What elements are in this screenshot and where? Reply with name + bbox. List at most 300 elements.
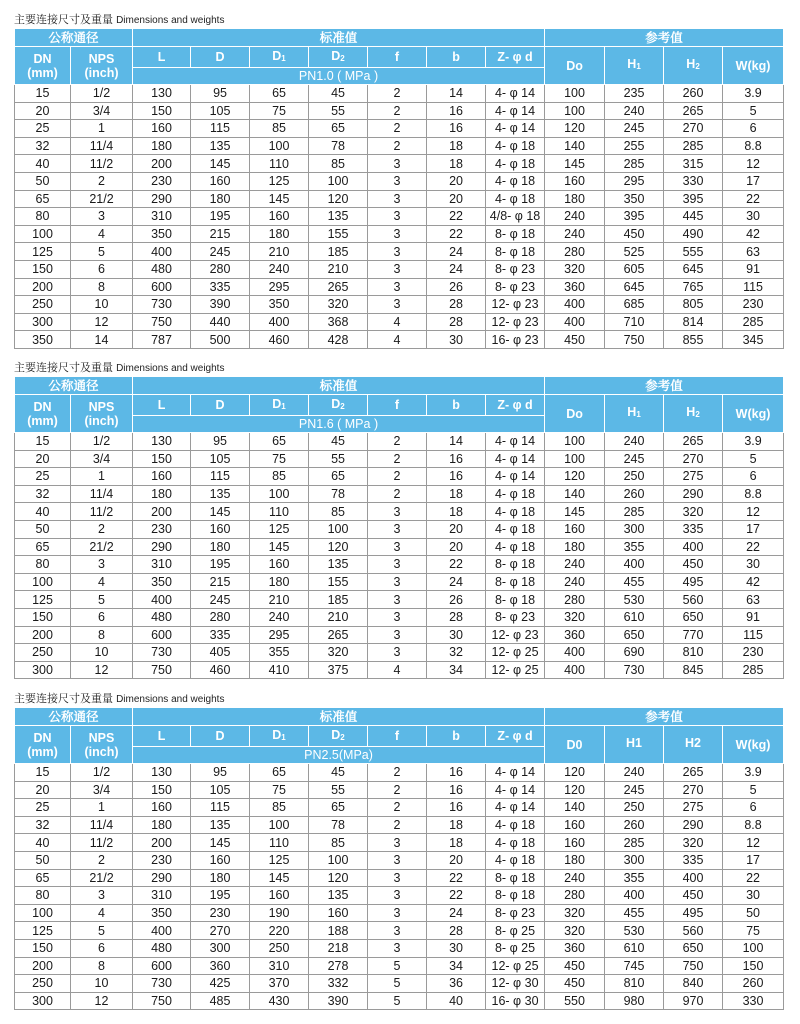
table-row bbox=[15, 556, 784, 574]
table-cell: 450 bbox=[545, 975, 605, 993]
table-cell: 787 bbox=[133, 331, 191, 349]
header-d2-subscript: 2 bbox=[340, 732, 345, 742]
table-cell: 5 bbox=[723, 781, 784, 799]
table-cell: 265 bbox=[664, 102, 723, 120]
header-reference-values: 参考值 bbox=[545, 29, 784, 47]
table-cell: 150 bbox=[723, 957, 784, 975]
table-cell: 8- φ 23 bbox=[486, 608, 545, 626]
table-cell: 400 bbox=[545, 296, 605, 314]
table-cell: 18 bbox=[427, 816, 486, 834]
table-cell: 840 bbox=[664, 975, 723, 993]
table-cell: 32 bbox=[15, 137, 71, 155]
table-row bbox=[15, 85, 784, 103]
table-cell: 30 bbox=[427, 626, 486, 644]
table-cell: 26 bbox=[427, 591, 486, 609]
table-cell: 100 bbox=[545, 85, 605, 103]
table-cell: 78 bbox=[309, 816, 368, 834]
table-cell: 360 bbox=[545, 939, 605, 957]
table-cell: 32 bbox=[15, 485, 71, 503]
table-row bbox=[15, 538, 784, 556]
table-cell: 180 bbox=[545, 538, 605, 556]
table-cell: 530 bbox=[605, 922, 664, 940]
header-f: f bbox=[368, 47, 427, 68]
table-cell: 2 bbox=[368, 120, 427, 138]
table-cell: 300 bbox=[15, 313, 71, 331]
table-cell: 150 bbox=[15, 608, 71, 626]
header-do: D0 bbox=[545, 726, 605, 764]
table-cell: 185 bbox=[309, 591, 368, 609]
table-cell: 160 bbox=[133, 468, 191, 486]
table-cell: 6 bbox=[71, 939, 133, 957]
table-cell: 230 bbox=[191, 904, 250, 922]
table-cell: 1 bbox=[71, 799, 133, 817]
table-cell: 18 bbox=[427, 155, 486, 173]
header-nps-label: NPS bbox=[88, 51, 115, 66]
table-cell: 3 bbox=[71, 887, 133, 905]
table-cell: 12 bbox=[723, 503, 784, 521]
table-cell: 5 bbox=[71, 243, 133, 261]
header-weight: W(kg) bbox=[723, 726, 784, 764]
table-cell: 42 bbox=[723, 225, 784, 243]
table-cell: 4- φ 14 bbox=[486, 102, 545, 120]
table-cell: 65 bbox=[309, 120, 368, 138]
table-row bbox=[15, 887, 784, 905]
table-cell: 400 bbox=[545, 644, 605, 662]
table-row bbox=[15, 433, 784, 451]
table-cell: 480 bbox=[133, 939, 191, 957]
table-cell: 4- φ 14 bbox=[486, 764, 545, 782]
table-cell: 65 bbox=[250, 433, 309, 451]
header-nps bbox=[71, 395, 133, 433]
header-l: L bbox=[133, 726, 191, 747]
table-cell: 110 bbox=[250, 834, 309, 852]
table-cell: 400 bbox=[545, 313, 605, 331]
table-cell: 125 bbox=[15, 243, 71, 261]
table-cell: 3.9 bbox=[723, 433, 784, 451]
table-cell: 300 bbox=[605, 851, 664, 869]
table-cell: 240 bbox=[605, 764, 664, 782]
table-cell: 45 bbox=[309, 433, 368, 451]
table-cell: 8- φ 18 bbox=[486, 591, 545, 609]
header-z-d: Z- φ d bbox=[486, 395, 545, 416]
table-cell: 135 bbox=[309, 208, 368, 226]
table-cell: 95 bbox=[191, 433, 250, 451]
table-cell: 75 bbox=[250, 102, 309, 120]
table-cell: 610 bbox=[605, 939, 664, 957]
table-cell: 265 bbox=[664, 433, 723, 451]
table-cell: 105 bbox=[191, 102, 250, 120]
table-cell: 270 bbox=[664, 781, 723, 799]
table-cell: 80 bbox=[15, 887, 71, 905]
header-pressure-class: PN1.6 ( MPa ) bbox=[133, 416, 545, 433]
table-cell: 12 bbox=[723, 834, 784, 852]
header-h2-label: H bbox=[686, 405, 696, 419]
table-cell: 160 bbox=[545, 520, 605, 538]
table-cell: 400 bbox=[545, 661, 605, 679]
table-cell: 2 bbox=[368, 799, 427, 817]
table-cell: 530 bbox=[605, 591, 664, 609]
header-nps-unit: (inch) bbox=[84, 744, 119, 759]
table-cell: 285 bbox=[664, 137, 723, 155]
table-cell: 275 bbox=[664, 799, 723, 817]
table-cell: 645 bbox=[664, 260, 723, 278]
table-cell: 450 bbox=[664, 887, 723, 905]
caption-en: Dimensions and weights bbox=[116, 15, 225, 26]
table-cell: 485 bbox=[191, 992, 250, 1010]
table-cell: 22 bbox=[427, 869, 486, 887]
table-cell: 245 bbox=[191, 591, 250, 609]
table-cell: 5 bbox=[71, 922, 133, 940]
table-cell: 3 bbox=[368, 591, 427, 609]
table-cell: 24 bbox=[427, 904, 486, 922]
table-cell: 295 bbox=[250, 278, 309, 296]
table-row bbox=[15, 137, 784, 155]
table-cell: 10 bbox=[71, 975, 133, 993]
table-cell: 155 bbox=[309, 573, 368, 591]
table-cell: 405 bbox=[191, 644, 250, 662]
table-cell: 390 bbox=[191, 296, 250, 314]
table-cell: 3 bbox=[71, 208, 133, 226]
table-cell: 450 bbox=[664, 556, 723, 574]
table-cell: 40 bbox=[15, 834, 71, 852]
table-cell: 230 bbox=[133, 520, 191, 538]
table-cell: 240 bbox=[545, 869, 605, 887]
dimension-table-section bbox=[14, 13, 783, 349]
table-cell: 2 bbox=[368, 433, 427, 451]
table-cell: 78 bbox=[309, 485, 368, 503]
table-cell: 8- φ 25 bbox=[486, 939, 545, 957]
table-cell: 270 bbox=[191, 922, 250, 940]
table-cell: 145 bbox=[191, 155, 250, 173]
table-cell: 4 bbox=[71, 225, 133, 243]
table-cell: 730 bbox=[133, 644, 191, 662]
table-cell: 25 bbox=[15, 120, 71, 138]
table-cell: 250 bbox=[15, 296, 71, 314]
table-cell: 11/2 bbox=[71, 834, 133, 852]
table-cell: 145 bbox=[250, 190, 309, 208]
header-d1-label: D bbox=[272, 396, 282, 411]
table-cell: 32 bbox=[427, 644, 486, 662]
table-row bbox=[15, 975, 784, 993]
table-cell: 240 bbox=[545, 225, 605, 243]
table-row bbox=[15, 331, 784, 349]
table-cell: 300 bbox=[15, 661, 71, 679]
table-row bbox=[15, 172, 784, 190]
table-cell: 12 bbox=[723, 155, 784, 173]
table-cell: 80 bbox=[15, 208, 71, 226]
table-cell: 85 bbox=[309, 834, 368, 852]
table-cell: 8- φ 18 bbox=[486, 225, 545, 243]
table-cell: 2 bbox=[368, 468, 427, 486]
table-cell: 50 bbox=[15, 520, 71, 538]
table-cell: 3 bbox=[368, 172, 427, 190]
header-l: L bbox=[133, 395, 191, 416]
table-cell: 370 bbox=[250, 975, 309, 993]
table-cell: 4- φ 18 bbox=[486, 503, 545, 521]
table-cell: 2 bbox=[368, 450, 427, 468]
table-cell: 14 bbox=[427, 433, 486, 451]
table-cell: 270 bbox=[664, 450, 723, 468]
table-cell: 120 bbox=[309, 190, 368, 208]
table-cell: 400 bbox=[250, 313, 309, 331]
table-cell: 240 bbox=[250, 260, 309, 278]
table-cell: 285 bbox=[605, 155, 664, 173]
table-cell: 160 bbox=[309, 904, 368, 922]
table-cell: 75 bbox=[723, 922, 784, 940]
table-cell: 250 bbox=[15, 975, 71, 993]
table-cell: 605 bbox=[605, 260, 664, 278]
table-cell: 140 bbox=[545, 137, 605, 155]
table-cell: 480 bbox=[133, 608, 191, 626]
table-cell: 150 bbox=[15, 939, 71, 957]
table-cell: 95 bbox=[191, 764, 250, 782]
table-cell: 455 bbox=[605, 904, 664, 922]
table-row bbox=[15, 243, 784, 261]
table-cell: 4- φ 14 bbox=[486, 450, 545, 468]
table-row bbox=[15, 208, 784, 226]
table-row bbox=[15, 260, 784, 278]
table-cell: 11/4 bbox=[71, 485, 133, 503]
table-cell: 85 bbox=[250, 799, 309, 817]
table-cell: 3 bbox=[368, 626, 427, 644]
table-cell: 4 bbox=[368, 331, 427, 349]
table-cell: 2 bbox=[368, 816, 427, 834]
table-cell: 16 bbox=[427, 799, 486, 817]
table-cell: 63 bbox=[723, 591, 784, 609]
table-cell: 100 bbox=[545, 433, 605, 451]
header-d1-subscript: 1 bbox=[281, 53, 286, 63]
header-b: b bbox=[427, 395, 486, 416]
table-cell: 20 bbox=[15, 781, 71, 799]
table-cell: 285 bbox=[605, 834, 664, 852]
table-cell: 3.9 bbox=[723, 764, 784, 782]
table-cell: 4- φ 18 bbox=[486, 520, 545, 538]
table-row bbox=[15, 313, 784, 331]
table-cell: 330 bbox=[723, 992, 784, 1010]
table-row bbox=[15, 869, 784, 887]
table-cell: 100 bbox=[250, 137, 309, 155]
table-cell: 55 bbox=[309, 102, 368, 120]
table-cell: 30 bbox=[723, 887, 784, 905]
table-row bbox=[15, 644, 784, 662]
table-cell: 65 bbox=[250, 85, 309, 103]
table-cell: 75 bbox=[250, 450, 309, 468]
table-cell: 3 bbox=[368, 208, 427, 226]
table-cell: 3/4 bbox=[71, 102, 133, 120]
table-cell: 320 bbox=[309, 296, 368, 314]
table-cell: 125 bbox=[15, 591, 71, 609]
table-cell: 460 bbox=[250, 331, 309, 349]
table-cell: 12- φ 23 bbox=[486, 626, 545, 644]
table-cell: 320 bbox=[309, 644, 368, 662]
table-cell: 650 bbox=[664, 939, 723, 957]
table-cell: 310 bbox=[133, 887, 191, 905]
table-cell: 160 bbox=[250, 208, 309, 226]
table-cell: 12- φ 25 bbox=[486, 661, 545, 679]
table-cell: 12- φ 30 bbox=[486, 975, 545, 993]
table-cell: 290 bbox=[664, 485, 723, 503]
table-cell: 260 bbox=[605, 816, 664, 834]
table-cell: 320 bbox=[545, 608, 605, 626]
table-cell: 125 bbox=[15, 922, 71, 940]
table-cell: 400 bbox=[664, 538, 723, 556]
table-cell: 250 bbox=[605, 799, 664, 817]
table-cell: 80 bbox=[15, 556, 71, 574]
table-row bbox=[15, 485, 784, 503]
table-cell: 280 bbox=[545, 887, 605, 905]
header-h1 bbox=[605, 726, 664, 764]
table-cell: 560 bbox=[664, 591, 723, 609]
table-cell: 650 bbox=[664, 608, 723, 626]
table-cell: 280 bbox=[191, 608, 250, 626]
header-pressure-class: PN1.0 ( MPa ) bbox=[133, 68, 545, 85]
table-cell: 145 bbox=[191, 503, 250, 521]
table-cell: 21/2 bbox=[71, 538, 133, 556]
table-cell: 690 bbox=[605, 644, 664, 662]
header-nps-label: NPS bbox=[88, 399, 115, 414]
table-cell: 610 bbox=[605, 608, 664, 626]
table-cell: 145 bbox=[191, 834, 250, 852]
dimension-table-section bbox=[14, 361, 783, 679]
header-nps-unit: (inch) bbox=[84, 65, 119, 80]
table-cell: 30 bbox=[427, 331, 486, 349]
table-cell: 155 bbox=[309, 225, 368, 243]
table-cell: 15 bbox=[15, 433, 71, 451]
header-h2-subscript: 2 bbox=[695, 410, 700, 419]
table-cell: 120 bbox=[545, 781, 605, 799]
table-cell: 18 bbox=[427, 834, 486, 852]
table-cell: 810 bbox=[605, 975, 664, 993]
table-cell: 50 bbox=[723, 904, 784, 922]
table-cell: 350 bbox=[605, 190, 664, 208]
table-cell: 730 bbox=[605, 661, 664, 679]
table-cell: 17 bbox=[723, 851, 784, 869]
header-b: b bbox=[427, 726, 486, 747]
table-row bbox=[15, 922, 784, 940]
table-cell: 5 bbox=[71, 591, 133, 609]
header-d: D bbox=[191, 395, 250, 416]
table-row bbox=[15, 799, 784, 817]
table-cell: 8.8 bbox=[723, 485, 784, 503]
header-h1-subscript: 1 bbox=[636, 62, 641, 71]
table-cell: 440 bbox=[191, 313, 250, 331]
table-cell: 145 bbox=[545, 503, 605, 521]
table-cell: 814 bbox=[664, 313, 723, 331]
header-dn-unit: (mm) bbox=[27, 413, 58, 428]
table-cell: 6 bbox=[723, 799, 784, 817]
table-cell: 4 bbox=[368, 661, 427, 679]
table-cell: 3 bbox=[368, 503, 427, 521]
table-cell: 50 bbox=[15, 172, 71, 190]
table-cell: 105 bbox=[191, 450, 250, 468]
table-cell: 8 bbox=[71, 957, 133, 975]
table-cell: 85 bbox=[250, 120, 309, 138]
table-cell: 180 bbox=[133, 137, 191, 155]
table-cell: 600 bbox=[133, 626, 191, 644]
table-cell: 335 bbox=[191, 626, 250, 644]
table-cell: 20 bbox=[427, 172, 486, 190]
table-cell: 4- φ 18 bbox=[486, 137, 545, 155]
table-cell: 4- φ 14 bbox=[486, 120, 545, 138]
table-cell: 195 bbox=[191, 208, 250, 226]
table-cell: 332 bbox=[309, 975, 368, 993]
table-cell: 645 bbox=[605, 278, 664, 296]
table-cell: 34 bbox=[427, 661, 486, 679]
table-cell: 400 bbox=[133, 243, 191, 261]
header-d1 bbox=[250, 726, 309, 747]
header-h2 bbox=[664, 395, 723, 433]
table-cell: 2 bbox=[368, 781, 427, 799]
header-d2-label: D bbox=[331, 727, 341, 742]
table-cell: 65 bbox=[309, 799, 368, 817]
table-cell: 730 bbox=[133, 296, 191, 314]
table-cell: 16 bbox=[427, 102, 486, 120]
table-cell: 65 bbox=[250, 764, 309, 782]
table-cell: 350 bbox=[133, 225, 191, 243]
table-cell: 130 bbox=[133, 85, 191, 103]
dimension-table bbox=[14, 376, 784, 679]
table-cell: 455 bbox=[605, 573, 664, 591]
header-standard-values: 标准值 bbox=[133, 29, 545, 47]
table-cell: 150 bbox=[133, 450, 191, 468]
table-cell: 120 bbox=[309, 869, 368, 887]
table-cell: 160 bbox=[250, 887, 309, 905]
table-row bbox=[15, 591, 784, 609]
header-h2-label: H bbox=[686, 57, 696, 71]
table-cell: 100 bbox=[15, 904, 71, 922]
table-cell: 8- φ 18 bbox=[486, 573, 545, 591]
table-cell: 230 bbox=[723, 644, 784, 662]
table-cell: 390 bbox=[309, 992, 368, 1010]
table-cell: 100 bbox=[250, 485, 309, 503]
table-cell: 26 bbox=[427, 278, 486, 296]
header-d: D bbox=[191, 47, 250, 68]
table-cell: 4- φ 14 bbox=[486, 433, 545, 451]
table-cell: 285 bbox=[605, 503, 664, 521]
table-row bbox=[15, 503, 784, 521]
table-cell: 40 bbox=[15, 155, 71, 173]
table-cell: 6 bbox=[723, 120, 784, 138]
header-h1 bbox=[605, 47, 664, 85]
table-cell: 280 bbox=[545, 591, 605, 609]
table-cell: 100 bbox=[723, 939, 784, 957]
header-d2 bbox=[309, 726, 368, 747]
header-d1-label: D bbox=[272, 727, 282, 742]
header-dn bbox=[15, 395, 71, 433]
table-cell: 115 bbox=[723, 278, 784, 296]
table-row bbox=[15, 904, 784, 922]
table-cell: 550 bbox=[545, 992, 605, 1010]
table-cell: 1/2 bbox=[71, 85, 133, 103]
table-cell: 355 bbox=[605, 538, 664, 556]
table-row bbox=[15, 120, 784, 138]
table-cell: 85 bbox=[309, 503, 368, 521]
table-cell: 218 bbox=[309, 939, 368, 957]
table-cell: 3 bbox=[368, 260, 427, 278]
table-cell: 4- φ 14 bbox=[486, 799, 545, 817]
table-cell: 4/8- φ 18 bbox=[486, 208, 545, 226]
table-cell: 17 bbox=[723, 172, 784, 190]
table-cell: 40 bbox=[427, 992, 486, 1010]
table-cell: 30 bbox=[427, 939, 486, 957]
table-row bbox=[15, 190, 784, 208]
table-cell: 20 bbox=[427, 851, 486, 869]
table-cell: 22 bbox=[723, 538, 784, 556]
header-nps bbox=[71, 47, 133, 85]
table-cell: 750 bbox=[605, 331, 664, 349]
header-b: b bbox=[427, 47, 486, 68]
table-cell: 3 bbox=[368, 190, 427, 208]
